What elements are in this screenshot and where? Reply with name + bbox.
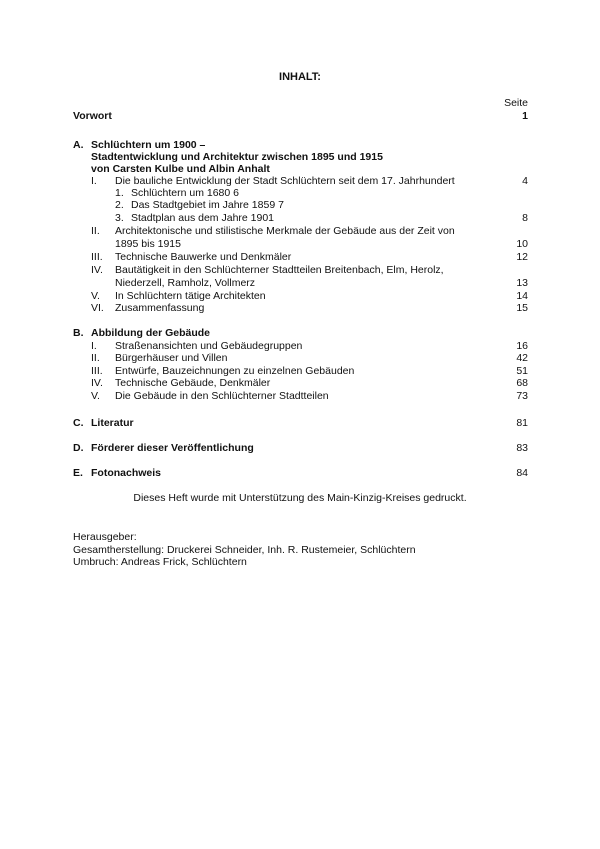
toc-item-page: 42 [516,352,528,364]
toc-item-page: 12 [516,251,528,263]
colophon-publisher: Herausgeber: [73,531,137,543]
toc-item-num: I. [91,340,97,352]
toc-item-num: III. [91,251,103,263]
toc-item-page: 73 [516,390,528,402]
toc-subitem-text: Das Stadtgebiet im Jahre 1859 7 [131,199,284,211]
colophon-layout: Umbruch: Andreas Frick, Schlüchtern [73,556,247,568]
section-d-letter: D. [73,442,84,454]
toc-item-page: 10 [516,238,528,250]
toc-item-num: III. [91,365,103,377]
toc-item-text-cont: 1895 bis 1915 [115,238,181,250]
section-e-letter: E. [73,467,83,479]
toc-item-num: VI. [91,302,104,314]
toc-item-page: 13 [516,277,528,289]
toc-subitem-text: Stadtplan aus dem Jahre 1901 [131,212,275,224]
toc-item-text: Straßenansichten und Gebäudegruppen [115,340,303,352]
section-e-title: Fotonachweis [91,467,162,479]
toc-subitem-num: 3. [115,212,124,224]
section-c-title: Literatur [91,417,134,429]
vorwort-label: Vorwort [73,110,112,122]
section-a-title-line-2: Stadtentwicklung und Architektur zwischen 1895 und 1915 [91,151,383,163]
toc-item-page: 16 [516,340,528,352]
section-d-title: Förderer dieser Veröffentlichung [91,442,254,454]
toc-subitem-num: 2. [115,199,124,211]
toc-item-text: Die Gebäude in den Schlüchterner Stadtteilen [115,390,329,402]
toc-item-text: Technische Bauwerke und Denkmäler [115,251,292,263]
toc-item-num: IV. [91,264,103,276]
section-d-page: 83 [516,442,528,454]
seite-label: Seite [504,97,528,109]
toc-item-num: IV. [91,377,103,389]
toc-item-text: Entwürfe, Bauzeichnungen zu einzelnen Gebäuden [115,365,355,377]
toc-item-num: V. [91,290,100,302]
toc-item-page: 51 [516,365,528,377]
toc-subitem-num: 1. [115,187,124,199]
section-a-letter: A. [73,139,84,151]
toc-item-page: 15 [516,302,528,314]
page-title: INHALT: [279,71,321,83]
section-c-letter: C. [73,417,84,429]
section-a-title-line-3: von Carsten Kulbe und Albin Anhalt [91,163,270,175]
toc-item-text: Architektonische und stilistische Merkmale der Gebäude aus der Zeit von [115,225,455,237]
section-b-letter: B. [73,327,84,339]
toc-item-page: 4 [522,175,528,187]
toc-item-text: Bautätigkeit in den Schlüchterner Stadtteilen Breitenbach, Elm, Herolz, [115,264,444,276]
vorwort-page: 1 [522,110,528,122]
toc-item-text: Technische Gebäude, Denkmäler [115,377,271,389]
toc-item-page: 14 [516,290,528,302]
toc-item-page: 68 [516,377,528,389]
toc-item-text: In Schlüchtern tätige Architekten [115,290,266,302]
colophon-production: Gesamtherstellung: Druckerei Schneider, Inh. R. Rustemeier, Schlüchtern [73,544,416,556]
section-e-page: 84 [516,467,528,479]
toc-item-num: V. [91,390,100,402]
toc-item-num: I. [91,175,97,187]
toc-item-text: Die bauliche Entwicklung der Stadt Schlüchtern seit dem 17. Jahrhundert [115,175,455,187]
toc-item-text-cont: Niederzell, Ramholz, Vollmerz [115,277,256,289]
toc-item-text: Bürgerhäuser und Villen [115,352,228,364]
toc-item-text: Zusammenfassung [115,302,205,314]
toc-item-num: II. [91,225,100,237]
toc-subitem-text: Schlüchtern um 1680 6 [131,187,239,199]
section-b-title: Abbildung der Gebäude [91,327,211,339]
section-a-title-line-1: Schlüchtern um 1900 – [91,139,206,151]
section-c-page: 81 [516,417,528,429]
toc-item-num: II. [91,352,100,364]
print-support-note: Dieses Heft wurde mit Unterstützung des Main-Kinzig-Kreises gedruckt. [133,492,467,504]
toc-subitem-page: 8 [522,212,528,224]
